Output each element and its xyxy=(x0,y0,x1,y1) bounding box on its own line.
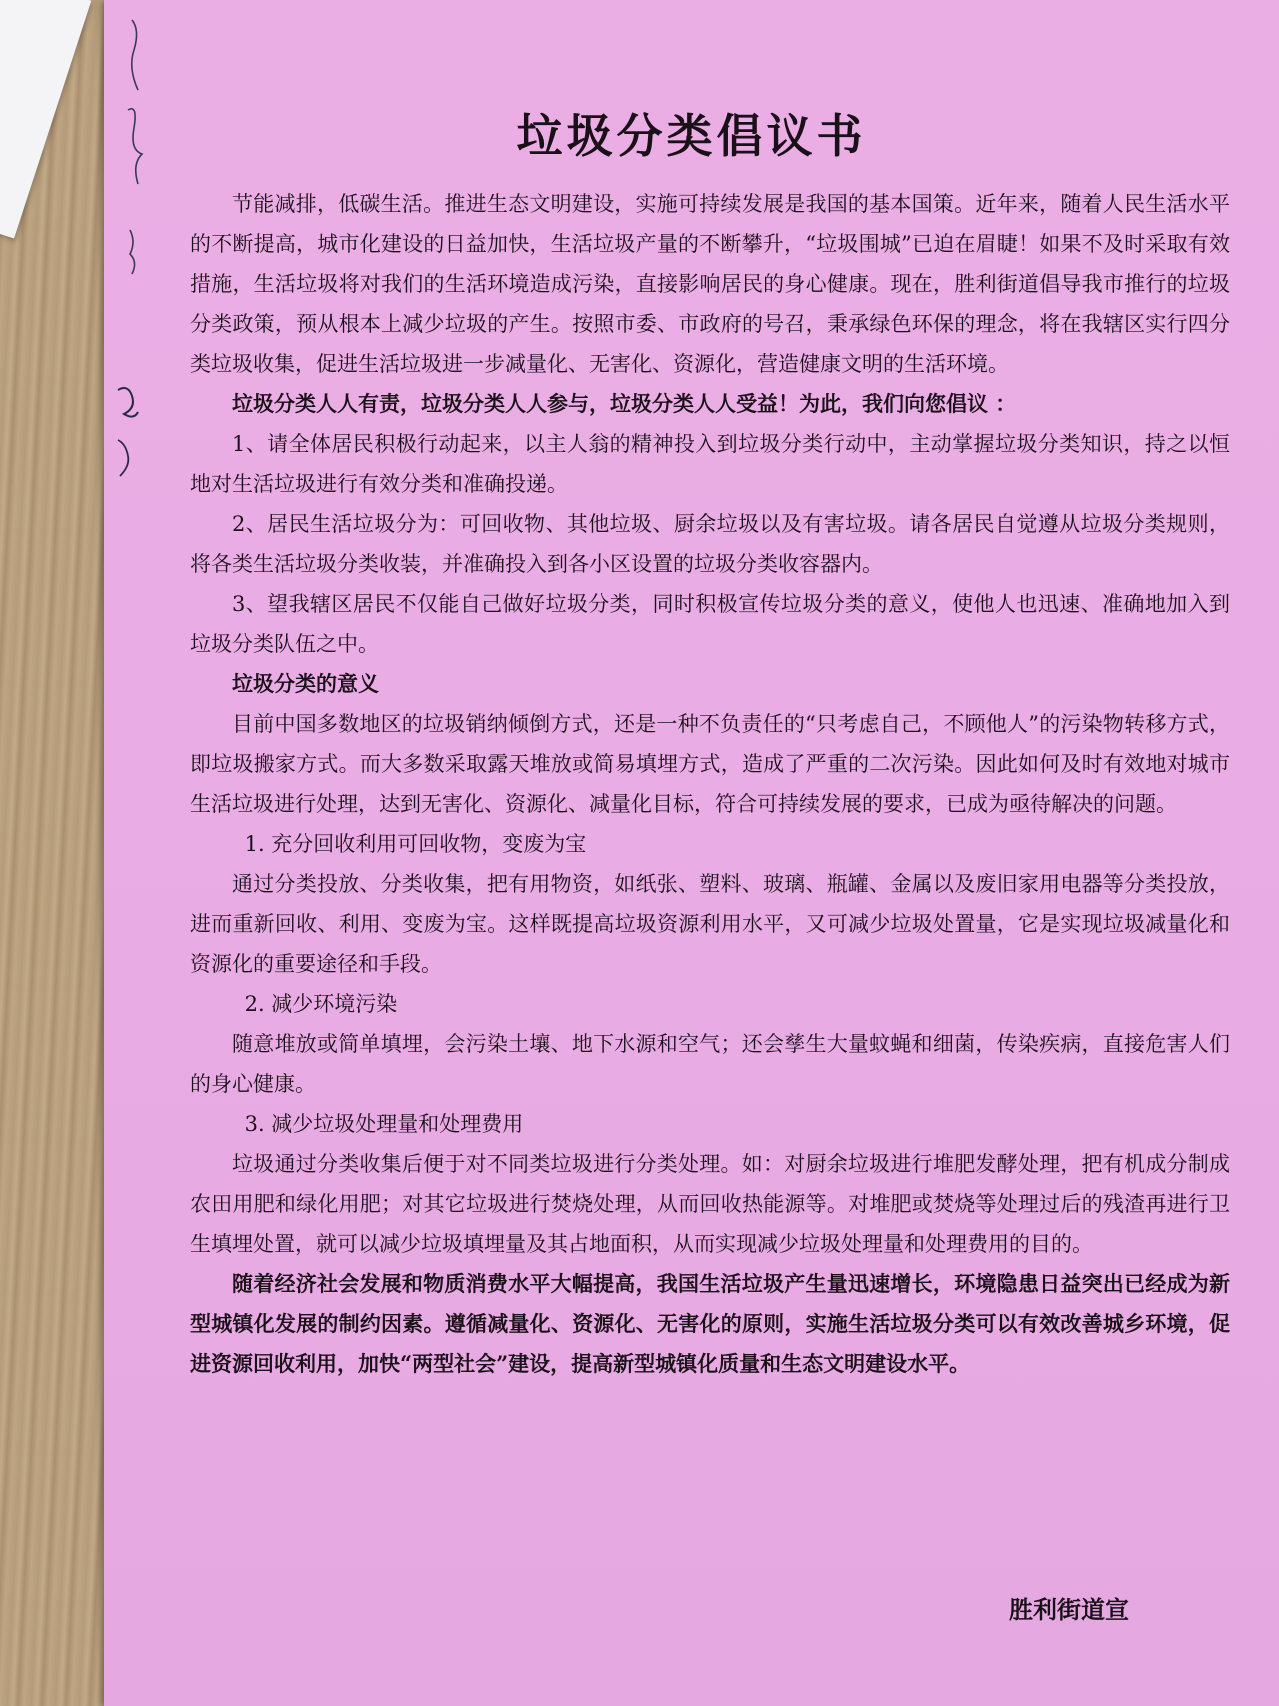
conclusion-paragraph: 随着经济社会发展和物质消费水平大幅提高，我国生活垃圾产生量迅速增长，环境隐患日益突出已经成为新型城镇化发展的制约因素。遵循减量化、资源化、无害化的原则，实施生活垃圾分类可以有效改善城乡环境，促进资源回收利用，加快“两型社会”建设，提高新型城镇化质量和生态文明建设水平。 xyxy=(190,1271,1230,1376)
leaflet-paper xyxy=(104,0,1279,1706)
intro-paragraph: 节能减排，低碳生活。推进生态文明建设，实施可持续发展是我国的基本国策。近年来，随着人民生活水平的不断提高，城市化建设的日益加快，生活垃圾产量的不断攀升，“垃圾围城”已迫在眉睫！如果不及时采取有效措施，生活垃圾将对我们的生活环境造成污染，直接影响居民的身心健康。现在，胜利街道倡导我市推行的垃圾分类政策，预从根本上减少垃圾的产生。按照市委、市政府的号召，秉承绿色环保的理念，将在我辖区实行四分类垃圾收集，促进生活垃圾进一步减量化、无害化、资源化，营造健康文明的生活环境。 xyxy=(190,192,1230,376)
proposal-2: 2、居民生活垃圾分为：可回收物、其他垃圾、厨余垃圾以及有害垃圾。请各居民自觉遵从垃圾分类规则，将各类生活垃圾分类收装，并准确投入到各小区设置的垃圾分类收容器内。 xyxy=(190,512,1230,576)
point-3-body: 垃圾通过分类收集后便于对不同类垃圾进行分类处理。如：对厨余垃圾进行堆肥发酵处理，把有机成分制成农田用肥和绿化用肥；对其它垃圾进行焚烧处理，从而回收热能源等。对堆肥或焚烧等处理过后的残渣再进行卫生填埋处置，就可以减少垃圾填埋量及其占地面积，从而实现减少垃圾处理量和处理费用的目的。 xyxy=(190,1152,1230,1256)
point-1-heading: 1. 充分回收利用可回收物，变废为宝 xyxy=(244,832,587,856)
point-2-body: 随意堆放或简单填埋，会污染土壤、地下水源和空气；还会孳生大量蚊蝇和细菌，传染疾病，直接危害人们的身心健康。 xyxy=(190,1032,1230,1096)
document-title: 垃圾分类倡议书 xyxy=(516,109,867,163)
handwritten-pen-marks xyxy=(104,0,164,540)
meaning-intro: 目前中国多数地区的垃圾销纳倾倒方式，还是一种不负责任的“只考虑自己，不顾他人”的污染物转移方式，即垃圾搬家方式。而大多数采取露天堆放或简易填埋方式，造成了严重的二次污染。因此如何及时有效地对城市生活垃圾进行处理，达到无害化、资源化、减量化目标，符合可持续发展的要求，已成为亟待解决的问题。 xyxy=(190,712,1230,816)
meaning-heading: 垃圾分类的意义 xyxy=(232,671,379,696)
proposal-3: 3、望我辖区居民不仅能自己做好垃圾分类，同时积极宣传垃圾分类的意义，使他人也迅速、准确地加入到垃圾分类队伍之中。 xyxy=(190,592,1230,656)
point-1-body: 通过分类投放、分类收集，把有用物资，如纸张、塑料、玻璃、瓶罐、金属以及废旧家用电器等分类投放，进而重新回收、利用、变废为宝。这样既提高垃圾资源利用水平，又可减少垃圾处置量，它是实现垃圾减量化和资源化的重要途径和手段。 xyxy=(190,872,1230,976)
point-3-heading: 3. 减少垃圾处理量和处理费用 xyxy=(244,1112,524,1136)
signature: 胜利街道宣 xyxy=(1009,1596,1129,1624)
point-2-heading: 2. 减少环境污染 xyxy=(244,992,398,1016)
white-paper-sheet xyxy=(0,0,91,239)
call-to-action: 垃圾分类人人有责，垃圾分类人人参与，垃圾分类人人受益！为此，我们向您倡议 ： xyxy=(232,391,1017,416)
intro-section xyxy=(190,184,1230,1384)
proposal-1: 1、请全体居民积极行动起来，以主人翁的精神投入到垃圾分类行动中，主动掌握垃圾分类知识，持之以恒地对生活垃圾进行有效分类和准确投递。 xyxy=(190,432,1230,496)
